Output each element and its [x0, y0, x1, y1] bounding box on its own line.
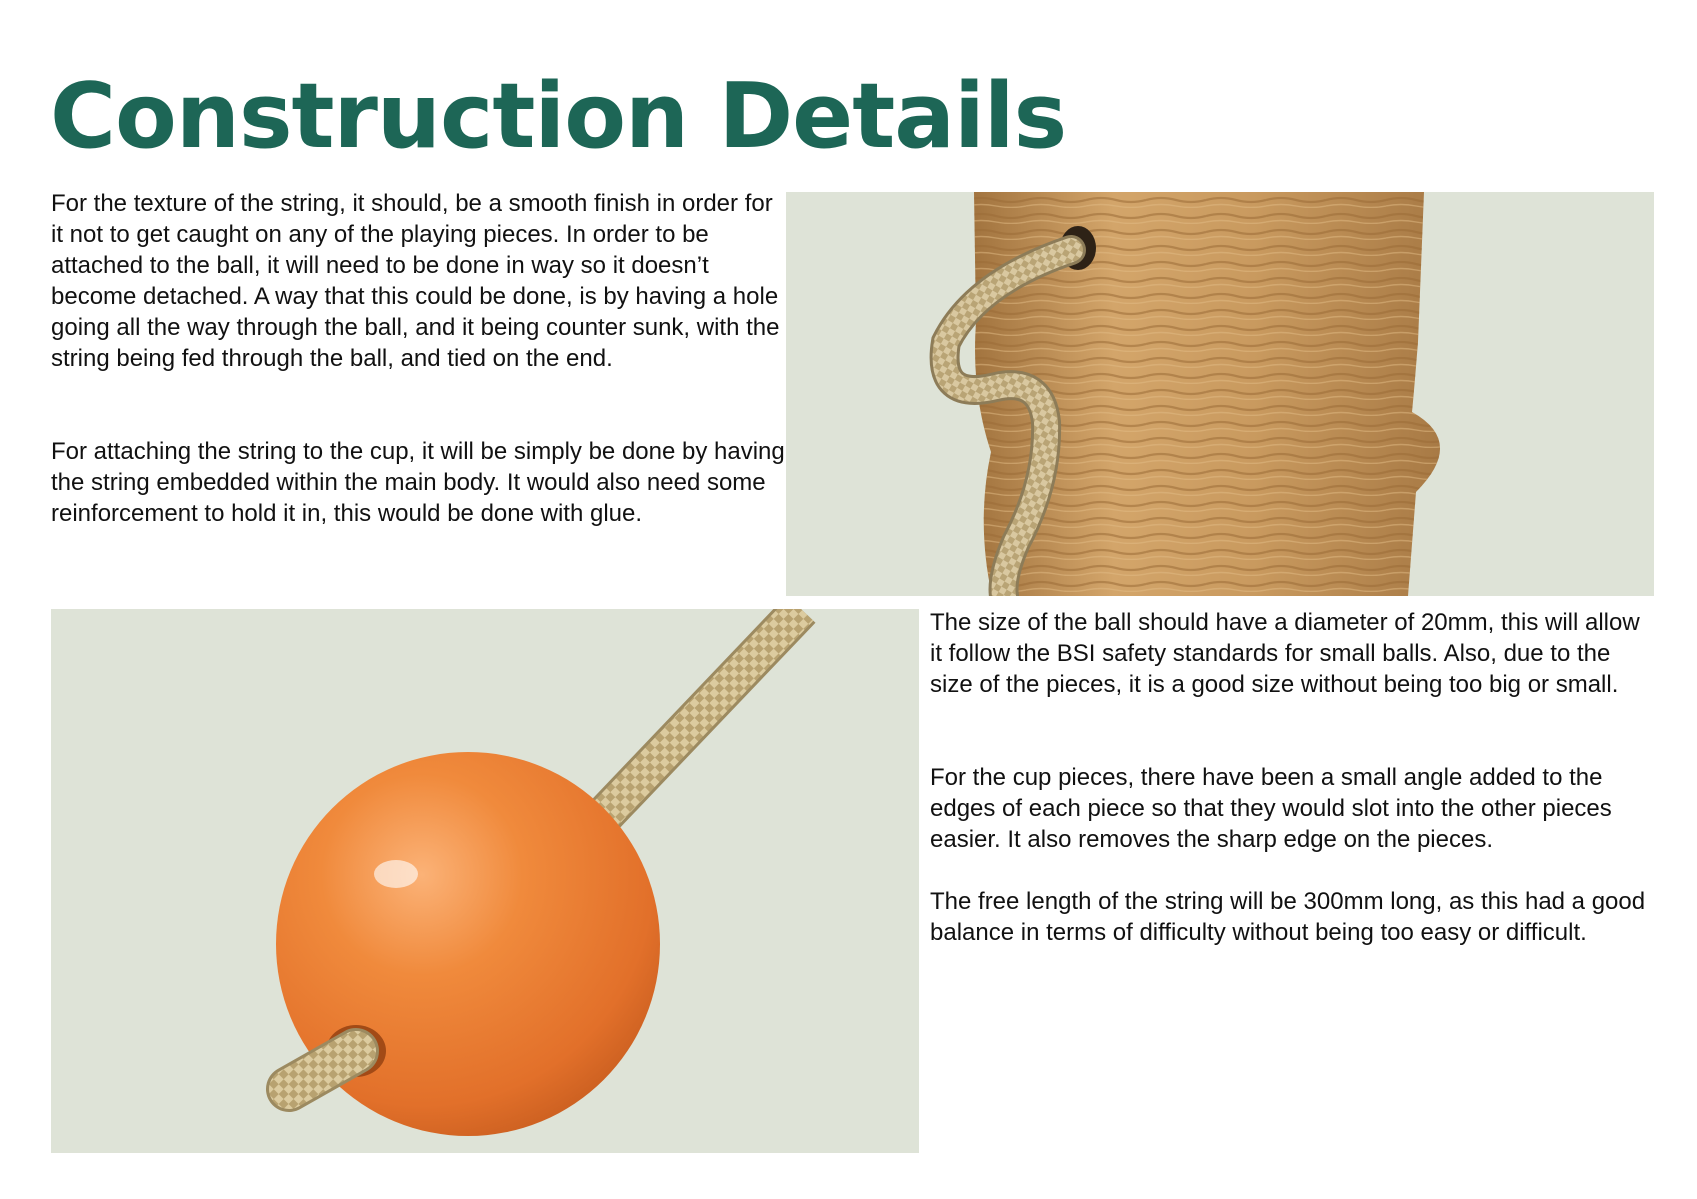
string-texture-paragraph: For the texture of the string, it should, be a smooth finish in order for it not to get caught on any of the playing pieces. In order to be attached to the ball, it will need to be done in way so it doesn’t become detached. A way that this could be done, is by having a hole going all the way through the ball, and it being counter sunk, with the string being fed through the ball, and tied on the end. [51, 190, 780, 372]
cup-pieces-paragraph: For the cup pieces, there have been a small angle added to the edges of each piece so that they would slot into the other pieces easier. It also removes the sharp edge on the pieces. [930, 764, 1612, 853]
ball-illustration [51, 609, 919, 1153]
string-length-paragraph: The free length of the string will be 300mm long, as this had a good balance in terms of difficulty without being too easy or difficult. [930, 888, 1646, 946]
cup-render-image [786, 192, 1654, 596]
page-title: Construction Details [50, 64, 1067, 169]
ball-render-image [51, 609, 919, 1153]
string-attachment-paragraph: For attaching the string to the cup, it will be simply be done by having the string embedded within the main body. It would also need some reinforcement to hold it in, this would be done with glue. [51, 438, 785, 527]
ball-size-paragraph: The size of the ball should have a diameter of 20mm, this will allow it follow the BSI safety standards for small balls. Also, due to the size of the pieces, it is a good size without being too big or small. [930, 609, 1640, 698]
cup-illustration [786, 192, 1654, 596]
